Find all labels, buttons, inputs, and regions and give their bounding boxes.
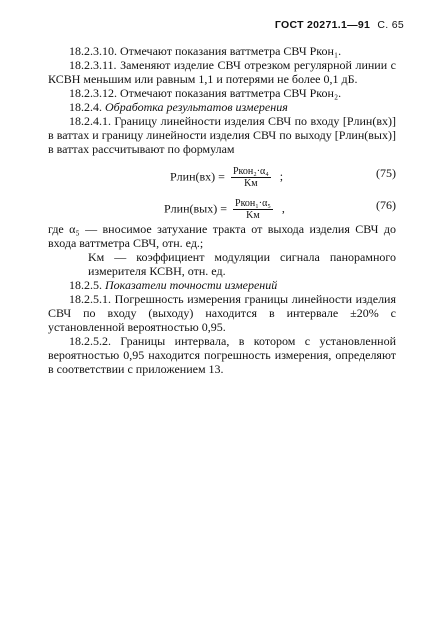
- formula-expression: Pлин(вых) = $\frac{\text{Pкон₁·α₅}}{Kм}$ ,: [164, 198, 285, 221]
- page-header: [275, 18, 404, 32]
- formula-lhs: Pлин(вых): [164, 201, 218, 216]
- section-heading-18-2-4: [48, 100, 396, 114]
- formula-lhs: Pлин(вх): [170, 169, 216, 184]
- formula-fraction: [231, 166, 271, 189]
- paragraph-18-2-3-10: 18.2.3.10. Отмечают показания ваттметра СВЧ Pкон₁.: [69, 44, 342, 58]
- where-clause-alpha: где α₅ — вносимое затухание тракта от выхода изделия СВЧ до входа ваттметра СВЧ, отн. ед.;: [48, 222, 396, 250]
- section-number: 18.2.5.: [69, 278, 102, 292]
- fraction-numerator: Pкон₁·α₅: [235, 198, 271, 209]
- document-body: [48, 44, 396, 376]
- formula-76: [48, 190, 396, 220]
- paragraph-18-2-5-1: 18.2.5.1. Погрешность измерения границы линейности изделия СВЧ по входу (выходу) находится в интервале ±20% с установленной вероятностью 0,95.: [48, 292, 396, 334]
- fraction-denominator: Kм: [246, 210, 260, 221]
- equation-number: (76): [376, 198, 396, 212]
- fraction-denominator: Kм: [244, 178, 258, 189]
- formula-expression: Pлин(вх) = $\frac{\text{Pкон₂·α₄}}{Kм}$ ;: [170, 166, 284, 189]
- standard-number: ГОСТ 20271.1—91: [274, 19, 371, 31]
- formula-punctuation: ;: [279, 169, 284, 184]
- paragraph-18-2-5-2: 18.2.5.2. Границы интервала, в котором с установленной вероятностью 0,95 находится погрешность измерения, определяют в соответствии с приложением 13.: [48, 334, 396, 376]
- equation-number: (75): [376, 166, 396, 180]
- paragraph-18-2-3-12: 18.2.3.12. Отмечают показания ваттметра СВЧ Pкон₂.: [69, 86, 342, 100]
- paragraph-18-2-4-1: 18.2.4.1. Границу линейности изделия СВЧ по входу [Pлин(вх)] в ваттах и границу линейности изделия СВЧ по выходу [Pлин(вых)] в ваттах рассчитывают по формулам: [48, 114, 396, 156]
- formula-punctuation: ,: [281, 201, 285, 216]
- where-clause-km: Kм — коэффициент модуляции сигнала панорамного измерителя КСВН, отн. ед.: [88, 250, 396, 278]
- section-title: Показатели точности измерений: [105, 278, 278, 292]
- section-number: 18.2.4.: [69, 100, 102, 114]
- fraction-numerator: Pкон₂·α₄: [232, 166, 269, 177]
- page-number: С. 65: [377, 19, 404, 31]
- section-title: Обработка результатов измерения: [105, 100, 288, 114]
- section-heading-18-2-5: [48, 278, 396, 292]
- formula-fraction: [233, 198, 273, 221]
- formula-75: [48, 158, 396, 188]
- paragraph-18-2-3-11: 18.2.3.11. Заменяют изделие СВЧ отрезком регулярной линии с КСВН меньшим или равным 1,1 и потерями не более 0,1 дБ.: [48, 58, 396, 86]
